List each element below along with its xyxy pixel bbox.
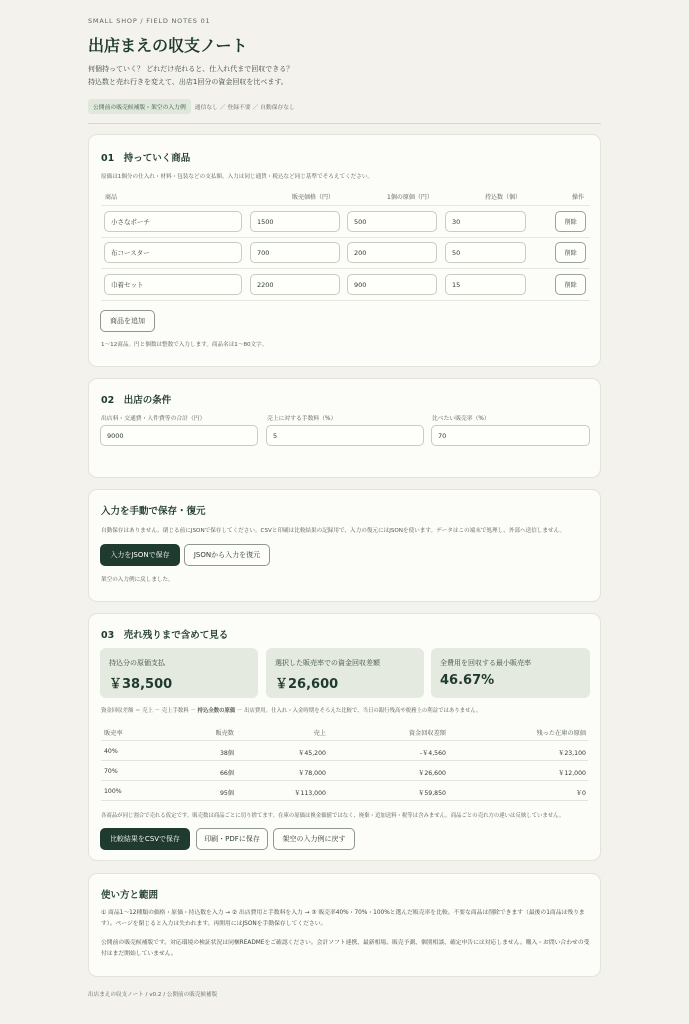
stat-min-rate xyxy=(431,648,590,698)
rate-input[interactable]: 5 xyxy=(266,425,424,446)
table-cell: ￥78,000 xyxy=(298,770,326,777)
stat-value: ￥38,500 xyxy=(109,677,173,692)
product-cost-input[interactable]: 900 xyxy=(347,274,437,295)
add-product-button[interactable]: 商品を追加 xyxy=(100,310,155,332)
table-cell: ￥0 xyxy=(575,790,586,797)
stat-label: 持込分の原価支払 xyxy=(109,659,165,667)
results-card xyxy=(88,613,601,861)
rate-label: 売上に対する手数料（%） xyxy=(267,416,337,422)
compare-rate-label: 比べたい販売率（%） xyxy=(432,416,490,422)
status-note: 通信なし ／ 登録不要 ／ 自動保存なし xyxy=(194,105,295,111)
table-note: 各商品が同じ割合で売れる仮定です。販売数は商品ごとに切り捨てます。在庫の原価は換金価値ではなく、廃棄・追加送料・税等は含みません。商品ごとの売れ方の違いは反映していません。 xyxy=(101,813,565,819)
product-name-input[interactable]: 小さなポーチ xyxy=(104,211,242,232)
col-header: 販売率 xyxy=(104,730,123,737)
footer: 出店まえの収支ノート / v0.2 / 公開前の販売候補版 xyxy=(88,992,218,998)
fee-label: 出店料・交通費・人件費等の合計（円） xyxy=(101,416,206,422)
col-header: 資金回収差額 xyxy=(408,730,446,737)
save-heading: 入力を手動で保存・復元 xyxy=(101,506,206,517)
col-header-cost: 1個の原価（円） xyxy=(387,194,433,201)
stat-recovery-diff xyxy=(266,648,424,698)
row-divider xyxy=(101,300,590,301)
table-row xyxy=(101,761,588,781)
delete-button[interactable]: 削除 xyxy=(555,242,586,263)
row-divider xyxy=(101,268,590,269)
save-note: 自動保存はありません。閉じる前にJSONで保存してください。CSVと印刷は比較結果の記録用で、入力の復元にはJSONを使います。データはこの端末で処理し、外部へ送信しません。 xyxy=(101,528,566,534)
table-header xyxy=(101,721,588,741)
table-cell: ￥26,600 xyxy=(418,770,446,777)
formula-emphasis: 持込全数の原価 xyxy=(197,708,236,714)
col-header-qty: 持込数（個） xyxy=(485,194,522,201)
table-cell: ￥59,850 xyxy=(418,790,446,797)
stat-label: 全費用を回収する最小販売率 xyxy=(440,659,531,667)
save-json-button[interactable]: 入力をJSONで保存 xyxy=(100,544,180,566)
conditions-heading: 02 出店の条件 xyxy=(101,395,172,406)
formula-text: － 出店費用。仕入れ・入金時期をそろえた比較で、当日の銀行残高や税務上の利益ではありません。 xyxy=(237,708,482,714)
save-csv-button[interactable]: 比較結果をCSVで保存 xyxy=(100,828,190,850)
formula-note xyxy=(101,706,482,714)
table-cell: -￥4,560 xyxy=(419,750,446,757)
table-cell: 70% xyxy=(104,768,118,775)
table-cell: ￥113,000 xyxy=(294,790,326,797)
table-cell: 66個 xyxy=(219,770,234,777)
save-status: 架空の入力例に戻しました。 xyxy=(101,577,174,583)
table-cell: ￥23,100 xyxy=(558,750,586,757)
table-cell: 100% xyxy=(104,788,122,795)
row-divider xyxy=(101,205,590,206)
product-price-input[interactable]: 700 xyxy=(250,242,340,263)
product-name-input[interactable]: 布コースター xyxy=(104,242,242,263)
delete-button[interactable]: 削除 xyxy=(555,211,586,232)
stat-label: 選択した販売率での資金回収差額 xyxy=(275,659,380,667)
usage-heading: 使い方と範囲 xyxy=(101,890,159,901)
table-row xyxy=(101,781,588,801)
comparison-table xyxy=(101,721,588,801)
table-cell: 95個 xyxy=(219,790,234,797)
col-header-action: 操作 xyxy=(572,194,585,201)
col-header: 売上 xyxy=(313,730,326,737)
col-header-price: 販売価格（円） xyxy=(292,194,335,201)
product-qty-input[interactable]: 30 xyxy=(445,211,526,232)
usage-paragraph: 公開前の販売候補版です。対応環境の検証状況は同梱READMEをご確認ください。会計ソフト連携、最新相場、販売予測、個別相談、確定申告には対応しません。購入・お問い合わせの受付はまだ開始していません。 xyxy=(101,940,590,957)
col-header: 残った在庫の原価 xyxy=(536,730,586,737)
products-footnote: 1〜12商品。円と個数は整数で入力します。商品名は1〜80文字。 xyxy=(101,342,268,348)
table-row xyxy=(101,741,588,761)
print-pdf-button[interactable]: 印刷・PDFに保存 xyxy=(196,828,268,850)
formula-text: 資金回収差額 ＝ 売上 － 売上手数料 － xyxy=(101,708,196,714)
reset-example-button[interactable]: 架空の入力例に戻す xyxy=(273,828,355,850)
lead-text xyxy=(88,63,293,89)
product-price-input[interactable]: 1500 xyxy=(250,211,340,232)
eyebrow: SMALL SHOP / FIELD NOTES 01 xyxy=(88,17,211,25)
row-divider xyxy=(101,237,590,238)
col-header-name: 商品 xyxy=(105,194,118,201)
products-note: 原価は1個分の仕入れ・材料・包装などの支払額。入力は同じ通貨・税込など同じ基準でそろえてください。 xyxy=(101,174,374,180)
fee-input[interactable]: 9000 xyxy=(100,425,258,446)
table-cell: 40% xyxy=(104,748,118,755)
conditions-card xyxy=(88,378,601,478)
product-cost-input[interactable]: 500 xyxy=(347,211,437,232)
save-card xyxy=(88,489,601,602)
stat-value: 46.67% xyxy=(440,673,495,688)
usage-paragraph: ① 商品1〜12種類の価格・原価・持込数を入力 → ② 出店費用と手数料を入力 → ③ 販売率40%・70%・100%と選んだ販売率を比較。不要な商品は削除できます（最後の1商品は残ります）。ページを閉じると入力は失われます。再開用にはJSONを手動保存してください。 xyxy=(101,910,585,927)
lead-line-1: 何個持っていく？ どれだけ売れると、仕入れ代まで回収できる？ xyxy=(88,65,294,73)
table-cell: ￥45,200 xyxy=(298,750,326,757)
product-price-input[interactable]: 2200 xyxy=(250,274,340,295)
divider xyxy=(88,123,601,124)
product-qty-input[interactable]: 50 xyxy=(445,242,526,263)
product-cost-input[interactable]: 200 xyxy=(347,242,437,263)
delete-button[interactable]: 削除 xyxy=(555,274,586,295)
table-cell: ￥12,000 xyxy=(558,770,586,777)
col-header: 販売数 xyxy=(215,730,234,737)
status-badge: 公開前の販売候補版・架空の入力例 xyxy=(88,99,191,114)
usage-card xyxy=(88,873,601,977)
products-heading: 01 持っていく商品 xyxy=(101,153,191,164)
status-chips xyxy=(88,99,295,114)
stat-cost-total xyxy=(100,648,258,698)
lead-line-2: 持込数と売れ行きを変えて、出店1回分の資金回収を比べます。 xyxy=(88,78,288,86)
products-card xyxy=(88,134,601,367)
table-cell: 38個 xyxy=(219,750,234,757)
product-name-input[interactable]: 巾着セット xyxy=(104,274,242,295)
compare-rate-input[interactable]: 70 xyxy=(431,425,590,446)
page-title: 出店まえの収支ノート xyxy=(88,36,248,55)
product-qty-input[interactable]: 15 xyxy=(445,274,526,295)
restore-json-button[interactable]: JSONから入力を復元 xyxy=(184,544,270,566)
results-heading: 03 売れ残りまで含めて見る xyxy=(101,630,229,641)
stat-value: ￥26,600 xyxy=(275,677,339,692)
